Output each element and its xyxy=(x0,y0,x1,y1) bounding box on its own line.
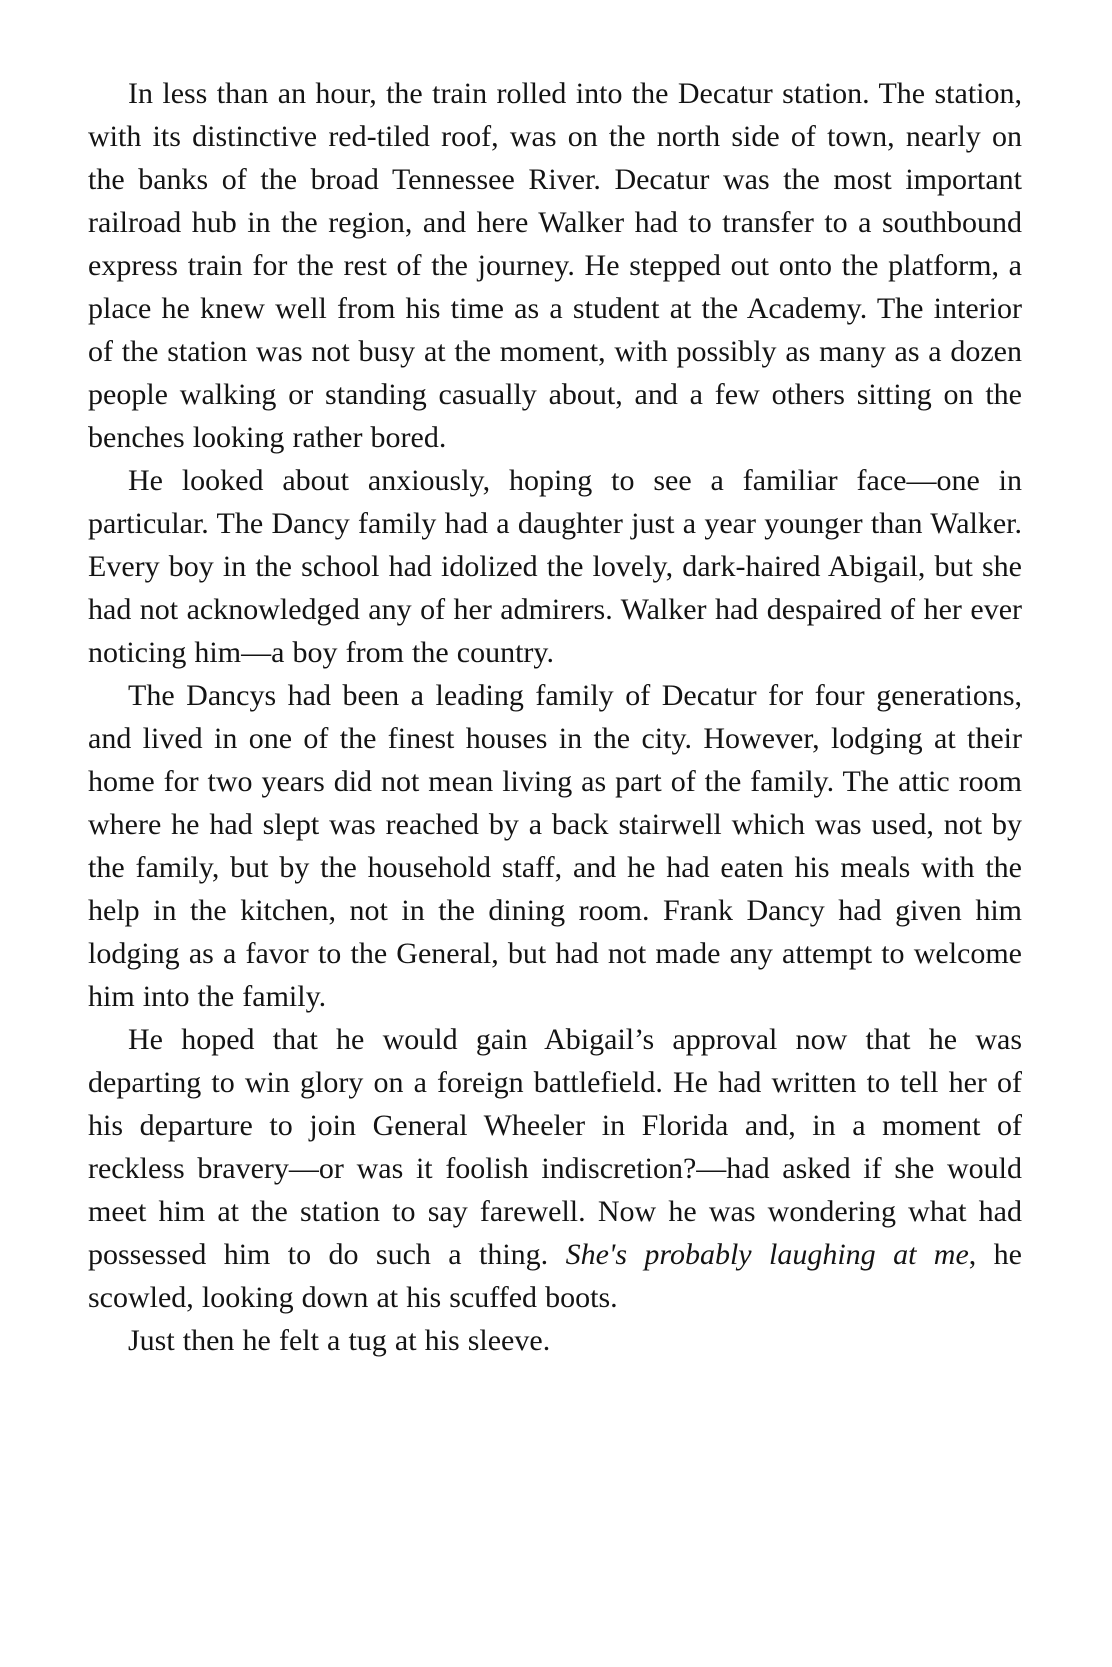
italic-text-run: She's probably laughing at me xyxy=(565,1238,969,1271)
text-run: In less than an hour, the train rolled into the Decatur station. The station, with its distinctive red-tiled roof, was on the north side of town, nearly on the banks of the broad Tennessee River. Decatur was the most important railroad hub in the region, and here Walker had to transfer to a southbound express train for the rest of the journey. He stepped out onto the platform, a place he knew well from his time as a student at the Academy. The interior of the station was not busy at the moment, with possibly as many as a dozen people walking or standing casually about, and a few others sitting on the benches looking rather bored. xyxy=(88,77,1022,454)
text-run: The Dancys had been a leading family of Decatur for four generations, and lived in one of the finest houses in the city. However, lodging at their home for two years did not mean living as part of the family. The attic room where he had slept was reached by a back stairwell which was used, not by the family, but by the household staff, and he had eaten his meals with the help in the kitchen, not in the dining room. Frank Dancy had given him lodging as a favor to the General, but had not made any attempt to welcome him into the family. xyxy=(88,679,1022,1013)
paragraph xyxy=(88,1319,1022,1362)
paragraph xyxy=(88,72,1022,459)
paragraph xyxy=(88,674,1022,1018)
text-run: He looked about anxiously, hoping to see a familiar face—one in particular. The Dancy family had a daughter just a year younger than Walker. Every boy in the school had idolized the lovely, dark-haired Abigail, but she had not acknowledged any of her admirers. Walker had despaired of her ever noticing him—a boy from the country. xyxy=(88,464,1022,669)
paragraph xyxy=(88,1018,1022,1319)
page-text xyxy=(88,72,1022,1362)
text-run: He hoped that he would gain Abigail’s approval now that he was departing to win glory on a foreign battlefield. He had written to tell her of his departure to join General Wheeler in Florida and, in a moment of reckless bravery—or was it foolish indiscretion?—had asked if she would meet him at the station to say farewell. Now he was wondering what had possessed him to do such a thing. xyxy=(88,1023,1022,1271)
paragraph xyxy=(88,459,1022,674)
text-run: , he scowled, looking down at his scuffed boots. xyxy=(88,1238,1022,1314)
text-run: Just then he felt a tug at his sleeve. xyxy=(128,1324,551,1357)
